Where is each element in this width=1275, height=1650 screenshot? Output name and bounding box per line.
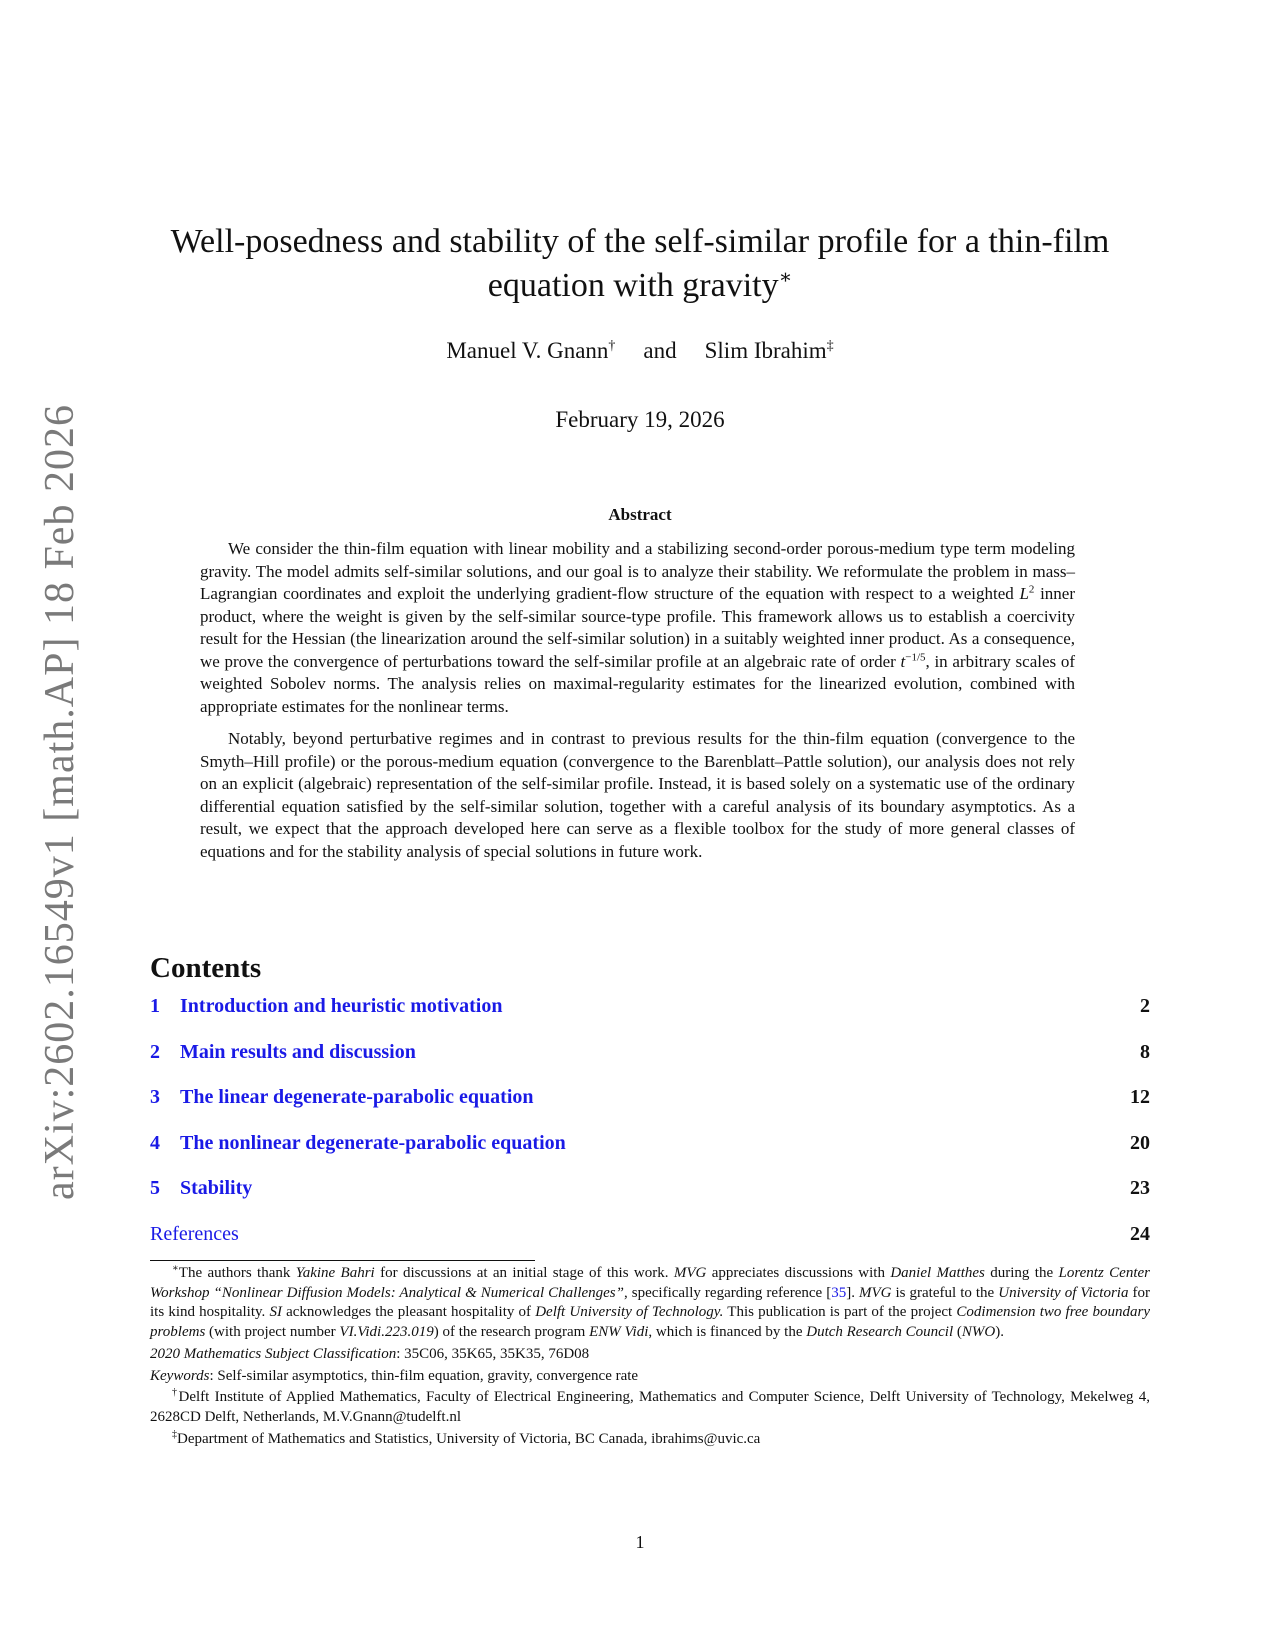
- msc-label: 2020 Mathematics Subject Classification: [150, 1345, 397, 1362]
- fn-text: (: [953, 1324, 962, 1341]
- toc-entry-link[interactable]: [150, 1177, 252, 1200]
- footnotes: [150, 1264, 1150, 1451]
- toc-label: Introduction and heuristic motivation: [180, 995, 503, 1017]
- affiliation-text: Department of Mathematics and Statistics, University of Victoria, BC Canada, ibrahims@uvic.ca: [177, 1430, 761, 1447]
- toc-page: 12: [1130, 1086, 1150, 1108]
- arxiv-sidebar-stamp: arXiv:2602.16549v1 [math.AP] 18 Feb 2026: [37, 404, 83, 1200]
- keywords-label: Keywords: [150, 1367, 210, 1384]
- toc-page: 2: [1140, 995, 1150, 1017]
- toc-entry-link[interactable]: [150, 995, 502, 1018]
- math-t: t: [900, 651, 906, 671]
- math-t-exponent: −1/5: [905, 650, 926, 663]
- page-number: 1: [635, 1532, 645, 1552]
- title-footnote-mark[interactable]: ∗: [778, 266, 793, 289]
- fn-text: (with project number: [205, 1324, 340, 1341]
- fn-text: ).: [995, 1324, 1004, 1341]
- abstract-text: We consider the thin-film equation with linear mobility and a stabilizing second-order porous-medium type term modeling gravity. The model admits self-similar solutions, and our goal is to analyze their stability. We reformulate the problem in mass–Lagrangian coordinates and exploit the underlying gradient-flow structure of the equation with respect to a weighted: [200, 539, 1075, 603]
- fn-initials: SI: [269, 1304, 282, 1321]
- toc-entry-5[interactable]: [150, 1177, 1150, 1223]
- abstract-text: inner product, where the weight is given by the self-similar source-type profile. This framework allows us to establish a coercivity result for the Hessian (the linearization around the self-similar solution) in a suitably weighted inner product. As a consequence, we prove the convergence of perturbations toward the self-similar profile at an algebraic rate of order: [200, 584, 1075, 671]
- author-line: [130, 336, 1150, 366]
- author-ibrahim: Slim Ibrahim: [704, 338, 827, 363]
- fn-text: , which is financed by the: [648, 1324, 807, 1341]
- toc-number: 5: [150, 1177, 160, 1199]
- fn-text: The authors thank: [178, 1265, 296, 1281]
- footnote-affiliation-ibrahim: [150, 1430, 1150, 1450]
- abstract-text: , in arbitrary scales of weighted Sobolev norms. The analysis relies on maximal-regularity estimates for the linearized evolution, combined with appropriate estimates for the nonlinear terms.: [200, 651, 1075, 716]
- footnote-mark: ∗: [172, 1263, 179, 1274]
- toc-entry-4[interactable]: [150, 1132, 1150, 1178]
- math-L: L: [1019, 584, 1029, 603]
- toc-label: The linear degenerate-parabolic equation: [180, 1086, 534, 1108]
- fn-project-number: VI.Vidi.223.019: [339, 1324, 434, 1341]
- abstract-heading: Abstract: [608, 505, 672, 524]
- paper-date: February 19, 2026: [555, 407, 725, 432]
- toc-page: 20: [1130, 1131, 1150, 1154]
- fn-text: for its kind hospitality.: [150, 1284, 1150, 1321]
- msc-value: : 35C06, 35K65, 35K35, 76D08: [396, 1345, 590, 1362]
- fn-initials: MVG: [858, 1284, 892, 1301]
- fn-initials: MVG: [673, 1265, 707, 1281]
- fn-text: is grateful to the: [891, 1284, 999, 1301]
- toc-page: 8: [1140, 1040, 1150, 1063]
- math-L-exponent: 2: [1028, 583, 1035, 596]
- toc-page: 23: [1130, 1177, 1150, 1199]
- toc-page: 24: [1130, 1222, 1150, 1245]
- toc-number: 2: [150, 1040, 160, 1063]
- citation-link[interactable]: 35: [831, 1284, 847, 1301]
- fn-text: This publication is part of the project: [723, 1304, 957, 1321]
- toc-references-link[interactable]: References: [150, 1222, 239, 1245]
- toc-number: 3: [150, 1086, 160, 1108]
- author-gnann: Manuel V. Gnann: [446, 338, 609, 363]
- footnote-mark: †: [172, 1387, 179, 1399]
- toc-entry-references[interactable]: [150, 1223, 1150, 1269]
- abstract-body: [200, 538, 1075, 873]
- toc-number: 1: [150, 995, 160, 1017]
- fn-text: during the: [984, 1265, 1059, 1281]
- title-text: Well-posedness and stability of the self-similar profile for a thin-film equation with gravity: [170, 223, 1110, 304]
- fn-program: ENW Vidi: [589, 1324, 649, 1341]
- contents-heading: Contents: [150, 952, 262, 984]
- abstract-paragraph-1: [200, 538, 1075, 718]
- fn-text: , specifically regarding reference [: [623, 1284, 832, 1301]
- msc-classification: [150, 1345, 1150, 1365]
- fn-name: Yakine Bahri: [295, 1265, 375, 1281]
- toc-entry-3[interactable]: [150, 1086, 1150, 1132]
- toc-entry-2[interactable]: [150, 1041, 1150, 1087]
- keywords: [150, 1367, 1150, 1387]
- fn-text: acknowledges the pleasant hospitality of: [281, 1304, 536, 1321]
- affiliation-text: Delft Institute of Applied Mathematics, Faculty of Electrical Engineering, Mathematics and Computer Science, Delft University of Technology, Mekelweg 4, 2628CD Delft, Netherlands, M.V.Gnann@tudelft.nl: [150, 1389, 1150, 1425]
- fn-text: appreciates discussions with: [706, 1265, 891, 1281]
- fn-council: Dutch Research Council: [806, 1324, 954, 1341]
- paper-title: [130, 220, 1150, 308]
- fn-name: Daniel Matthes: [890, 1265, 985, 1281]
- fn-project: Codimension two free boundary problems: [150, 1304, 1150, 1341]
- toc-number: 4: [150, 1131, 160, 1154]
- fn-institution: Delft University of Technology.: [535, 1304, 724, 1321]
- fn-workshop: Lorentz Center Workshop “Nonlinear Diffusion Models: Analytical & Numerical Challenges”: [150, 1265, 1150, 1301]
- fn-institution: University of Victoria: [998, 1284, 1129, 1301]
- author-gnann-mark[interactable]: †: [608, 338, 616, 354]
- footnote-acknowledgements: [150, 1264, 1150, 1343]
- author-and: and: [643, 338, 677, 363]
- abstract-paragraph-2: Notably, beyond perturbative regimes and in contrast to previous results for the thin-film equation (convergence to the Smyth–Hill profile) or the porous-medium equation (convergence to the Barenblatt–Pattle solution), our analysis does not rely on an explicit (algebraic) representation of the self-similar profile. Instead, it is based solely on a systematic use of the ordinary differential equation satisfied by the self-similar solution, together with a careful analysis of its boundary asymptotics. As a result, we expect that the approach developed here can serve as a flexible toolbox for the study of more general classes of equations and for the stability analysis of special solutions in future work.: [200, 729, 1075, 861]
- fn-text: ].: [846, 1284, 859, 1301]
- toc-entry-1[interactable]: [150, 995, 1150, 1041]
- author-ibrahim-mark[interactable]: ‡: [826, 338, 834, 354]
- toc-entry-link[interactable]: [150, 1132, 566, 1155]
- fn-text: ) of the research program: [433, 1324, 590, 1341]
- footnote-affiliation-gnann: [150, 1388, 1150, 1427]
- keywords-value: : Self-similar asymptotics, thin-film equation, gravity, convergence rate: [209, 1367, 639, 1384]
- fn-council-abbrev: NWO: [961, 1324, 996, 1341]
- fn-text: for discussions at an initial stage of this work.: [374, 1265, 674, 1281]
- toc-entry-link[interactable]: [150, 1086, 534, 1109]
- footnote-mark: ‡: [172, 1428, 177, 1440]
- toc-label: Main results and discussion: [180, 1040, 416, 1063]
- table-of-contents: [150, 995, 1150, 1268]
- footnote-rule: [150, 1260, 535, 1261]
- toc-entry-link[interactable]: [150, 1041, 416, 1064]
- toc-label: The nonlinear degenerate-parabolic equation: [180, 1131, 566, 1154]
- toc-label: Stability: [180, 1177, 253, 1199]
